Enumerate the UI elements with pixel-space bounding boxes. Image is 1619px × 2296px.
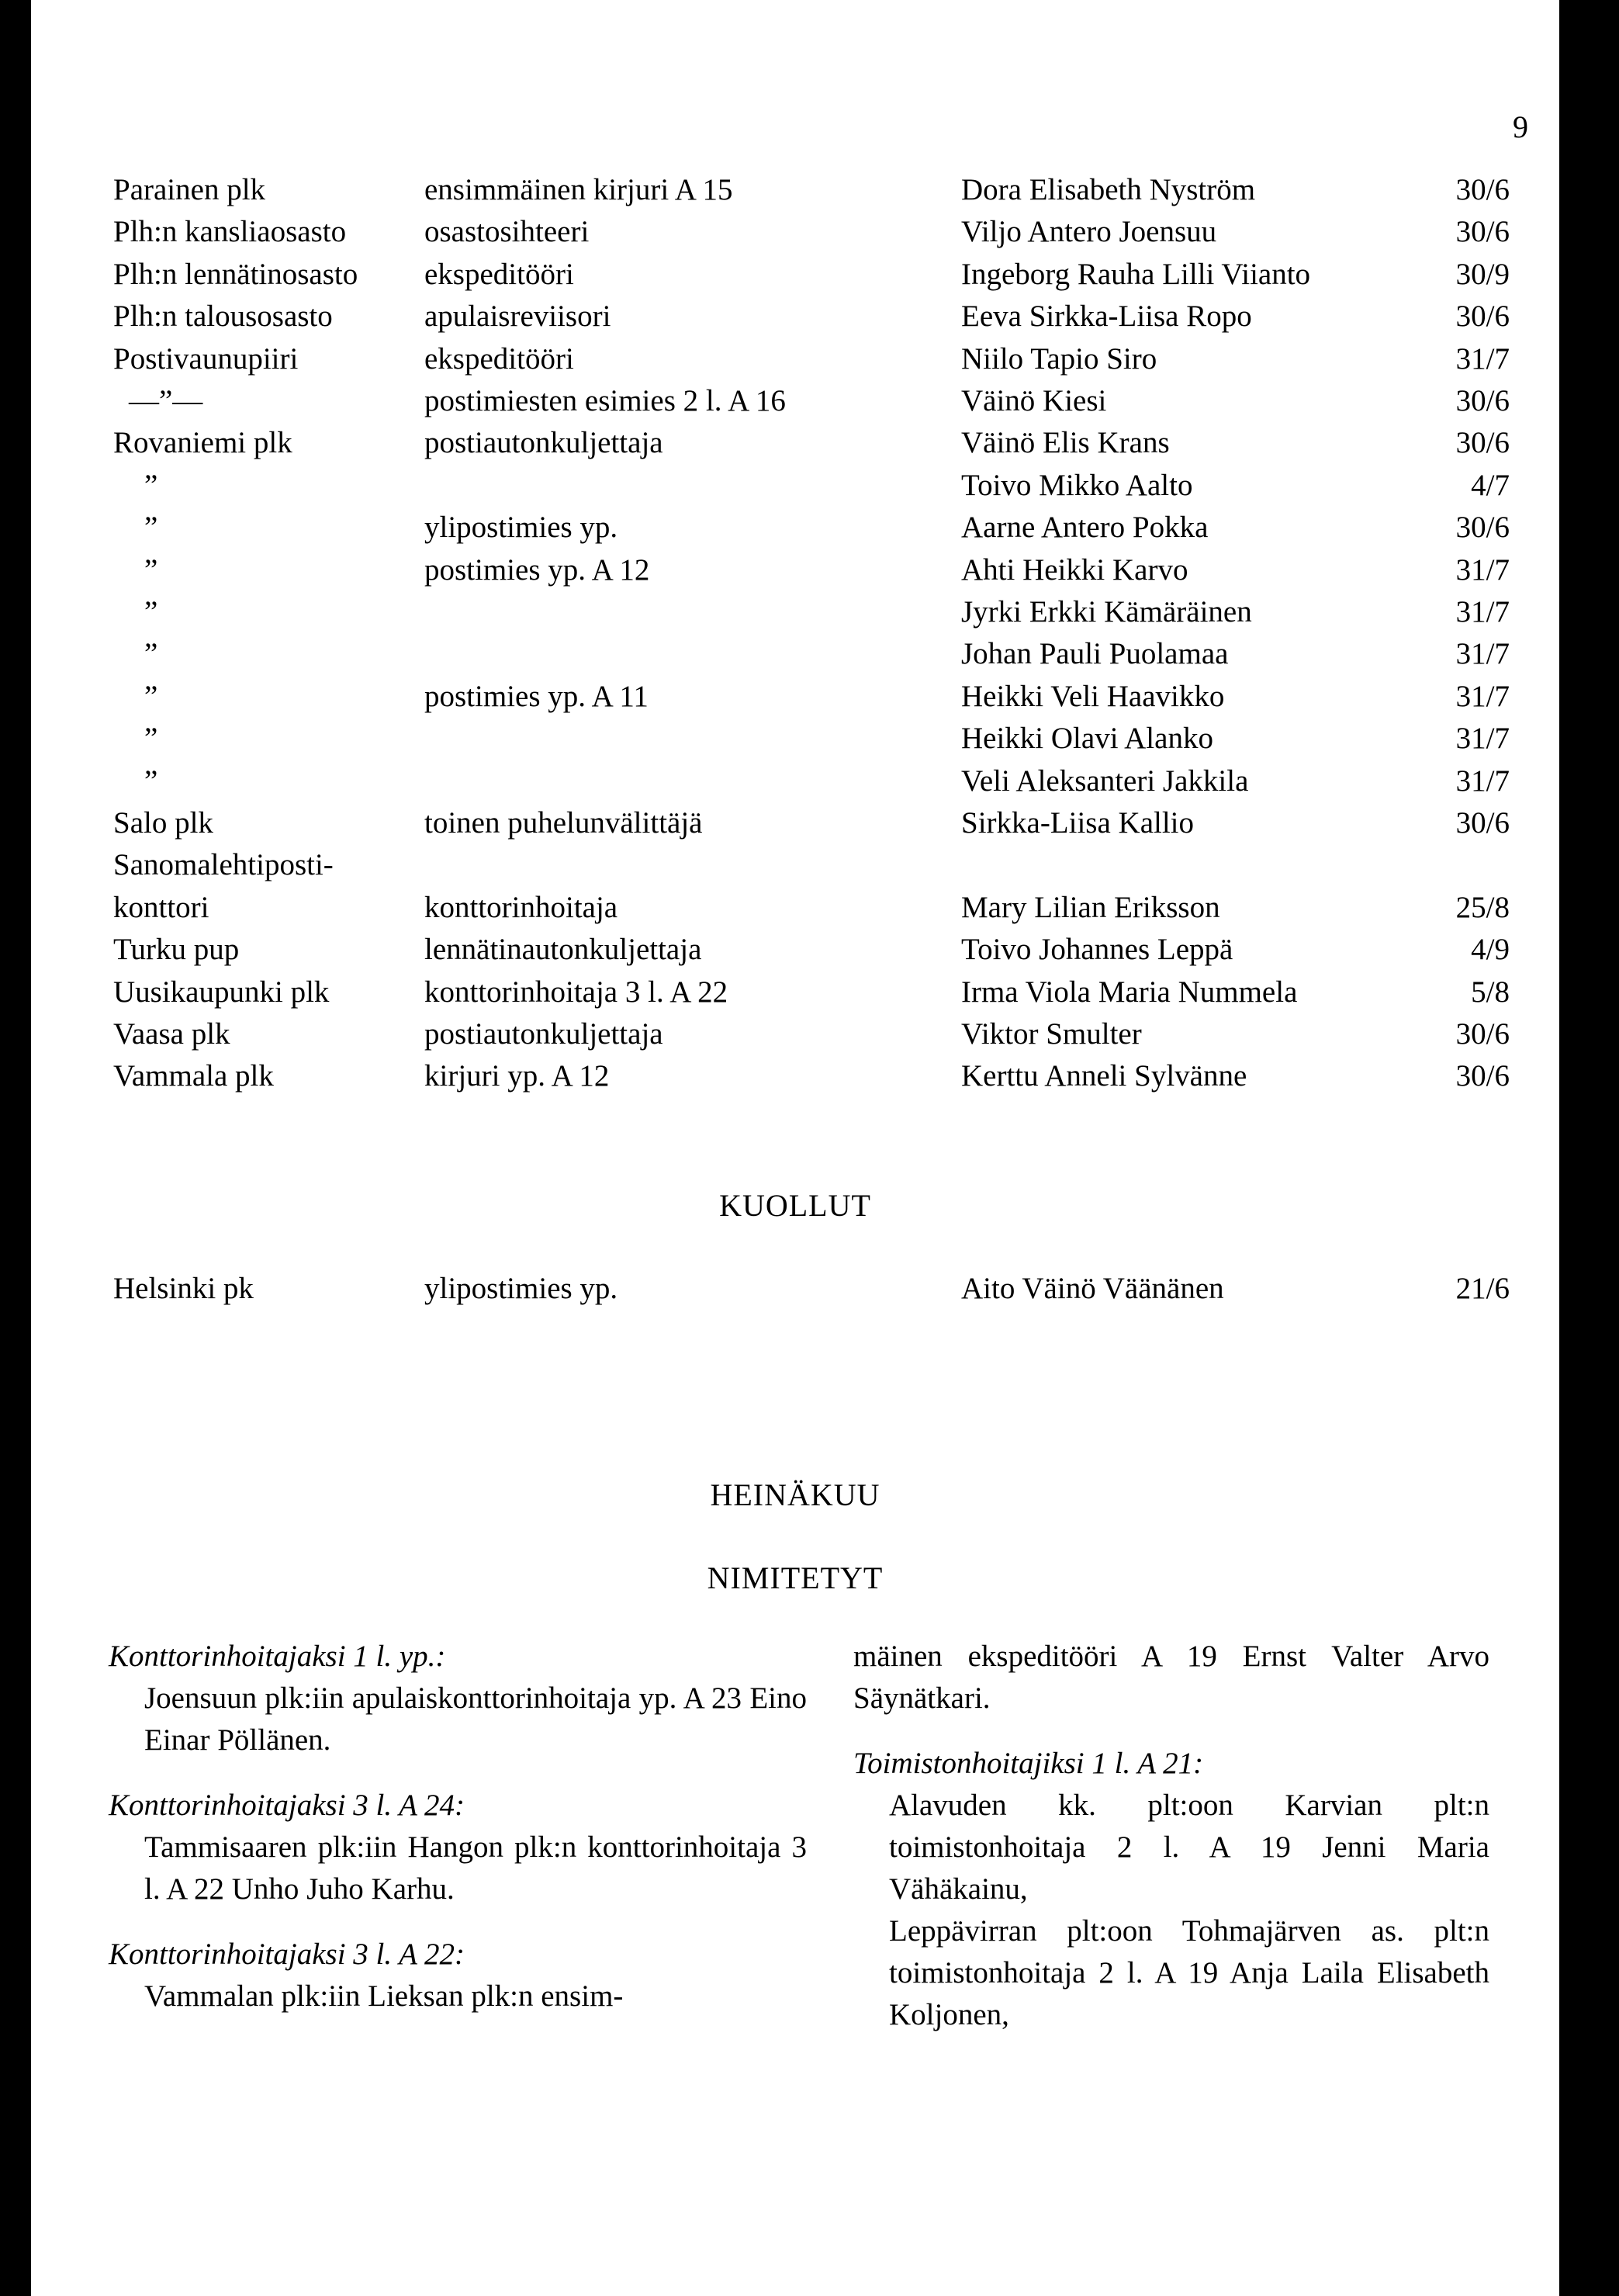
office-cell: ”: [144, 637, 158, 671]
paragraph-heading: Konttorinhoitajaksi 1 l. yp.:: [109, 1640, 446, 1673]
name-cell: Niilo Tapio Siro: [961, 341, 1157, 376]
office-cell: Turku pup: [113, 933, 240, 967]
office-cell: Salo plk: [113, 806, 213, 840]
appointment-paragraph: [109, 1636, 807, 1761]
office-cell: ”: [144, 679, 158, 713]
office-cell: ”: [144, 764, 158, 798]
office-cell: Vaasa plk: [113, 1017, 230, 1051]
title-cell: toinen puhelunvälittäjä: [424, 806, 703, 840]
name-cell: Heikki Veli Haavikko: [961, 679, 1225, 713]
paragraph-body: Joensuun plk:iin apulaiskonttorinhoitaja yp. A 23 Eino Einar Pöllänen.: [144, 1681, 807, 1757]
name-cell: Aarne Antero Pokka: [961, 511, 1209, 545]
name-cell: Ahti Heikki Karvo: [961, 552, 1188, 587]
date-cell: 30/6: [1455, 1059, 1510, 1093]
office-cell: ”: [144, 722, 158, 756]
name-cell: Viktor Smulter: [961, 1017, 1142, 1051]
office-cell: Plh:n lennätinosasto: [113, 257, 358, 291]
name-cell: Väinö Kiesi: [961, 384, 1107, 417]
date-cell: 5/8: [1471, 975, 1510, 1009]
date-cell: 4/9: [1471, 933, 1510, 967]
month-heading: HEINÄKUU: [710, 1477, 880, 1512]
appointment-paragraph: [109, 1934, 807, 2017]
title-cell: apulaisreviisori: [424, 300, 611, 334]
office-cell: Sanomalehtiposti-: [113, 848, 334, 882]
appointment-paragraph: [109, 1785, 807, 1910]
title-cell: kirjuri yp. A 12: [424, 1059, 610, 1093]
office-cell: Plh:n talousosasto: [113, 300, 333, 334]
name-cell: Mary Lilian Eriksson: [961, 890, 1220, 924]
date-cell: 30/6: [1455, 426, 1510, 460]
title-cell: postiautonkuljettaja: [424, 426, 663, 460]
office-cell: ”: [144, 595, 158, 629]
office-cell: Parainen plk: [113, 173, 266, 206]
name-cell: Irma Viola Maria Nummela: [961, 975, 1298, 1009]
date-cell: 30/6: [1455, 300, 1510, 334]
title-cell: ylipostimies yp.: [424, 1272, 618, 1305]
right-column: [853, 1636, 1489, 2059]
date-cell: 31/7: [1455, 679, 1510, 713]
date-cell: 30/6: [1455, 215, 1510, 249]
title-cell: ekspeditööri: [424, 341, 574, 376]
title-cell: lennätinautonkuljettaja: [424, 933, 702, 967]
paragraph-heading: Konttorinhoitajaksi 3 l. A 22:: [109, 1938, 465, 1971]
title-cell: postimies yp. A 12: [424, 552, 650, 587]
paragraph-body: Leppävirran plt:oon Tohmajärven as. plt:n toimistonhoitaja 2 l. A 19 Anja Laila Elisabeth Koljonen,: [889, 1914, 1489, 2031]
date-cell: 31/7: [1455, 764, 1510, 798]
title-cell: postimiesten esimies 2 l. A 16: [424, 384, 786, 417]
office-cell: —”—: [129, 384, 203, 417]
date-cell: 4/7: [1471, 468, 1510, 502]
office-cell: ”: [144, 552, 158, 587]
date-cell: 30/6: [1455, 1017, 1510, 1051]
paragraph-body: Tammisaaren plk:iin Hangon plk:n konttorinhoitaja 3 l. A 22 Unho Juho Karhu.: [144, 1830, 807, 1906]
title-cell: ylipostimies yp.: [424, 511, 618, 545]
deceased-heading: KUOLLUT: [719, 1188, 871, 1223]
date-cell: 21/6: [1455, 1272, 1510, 1305]
name-cell: Eeva Sirkka-Liisa Ropo: [961, 300, 1252, 334]
date-cell: 31/7: [1455, 637, 1510, 671]
name-cell: Veli Aleksanteri Jakkila: [961, 764, 1249, 798]
date-cell: 31/7: [1455, 552, 1510, 587]
date-cell: 31/7: [1455, 722, 1510, 756]
page-number: 9: [1513, 109, 1528, 144]
office-cell: konttori: [113, 890, 209, 924]
title-cell: konttorinhoitaja: [424, 890, 618, 924]
title-cell: osastosihteeri: [424, 215, 590, 249]
office-cell: ”: [144, 511, 158, 545]
date-cell: 31/7: [1455, 595, 1510, 629]
office-cell: Vammala plk: [113, 1059, 274, 1093]
office-cell: Uusikaupunki plk: [113, 975, 330, 1009]
date-cell: 30/6: [1455, 511, 1510, 545]
name-cell: Heikki Olavi Alanko: [961, 722, 1213, 756]
office-cell: Rovaniemi plk: [113, 426, 292, 460]
title-cell: konttorinhoitaja 3 l. A 22: [424, 975, 728, 1009]
name-cell: Dora Elisabeth Nyström: [961, 173, 1256, 206]
name-cell: Johan Pauli Puolamaa: [961, 637, 1229, 671]
name-cell: Toivo Johannes Leppä: [961, 933, 1233, 967]
name-cell: Toivo Mikko Aalto: [961, 468, 1193, 502]
paragraph-body: Vammalan plk:iin Lieksan plk:n ensim-: [144, 1979, 624, 2013]
date-cell: 30/9: [1455, 257, 1510, 291]
appointment-paragraph: [853, 1636, 1489, 1719]
appointed-heading: NIMITETYT: [707, 1560, 884, 1595]
name-cell: Väinö Elis Krans: [961, 426, 1170, 460]
name-cell: Aito Väinö Väänänen: [961, 1272, 1224, 1305]
office-cell: ”: [144, 468, 158, 502]
office-cell: Postivaunupiiri: [113, 341, 299, 376]
name-cell: Viljo Antero Joensuu: [961, 215, 1217, 249]
name-cell: Jyrki Erkki Kämäräinen: [961, 595, 1252, 629]
appointment-paragraph: [853, 1743, 1489, 1910]
name-cell: Sirkka-Liisa Kallio: [961, 806, 1195, 840]
date-cell: 30/6: [1455, 806, 1510, 840]
title-cell: ensimmäinen kirjuri A 15: [424, 173, 733, 206]
office-cell: Helsinki pk: [113, 1272, 254, 1305]
document-page: [31, 0, 1559, 2296]
name-cell: Ingeborg Rauha Lilli Viianto: [961, 257, 1311, 291]
paragraph-body: mäinen ekspeditööri A 19 Ernst Valter Arvo Säynätkari.: [853, 1640, 1489, 1715]
title-cell: ekspeditööri: [424, 257, 574, 291]
date-cell: 30/6: [1455, 173, 1510, 206]
left-column: [109, 1636, 807, 2041]
paragraph-body: Alavuden kk. plt:oon Karvian plt:n toimistonhoitaja 2 l. A 19 Jenni Maria Vähäkainu,: [889, 1789, 1489, 1906]
title-cell: postiautonkuljettaja: [424, 1017, 663, 1051]
date-cell: 30/6: [1455, 384, 1510, 417]
title-cell: postimies yp. A 11: [424, 679, 649, 713]
appointment-paragraph: [853, 1910, 1489, 2036]
date-cell: 31/7: [1455, 341, 1510, 376]
paragraph-heading: Konttorinhoitajaksi 3 l. A 24:: [109, 1789, 465, 1822]
date-cell: 25/8: [1455, 890, 1510, 924]
paragraph-heading: Toimistonhoitajiksi 1 l. A 21:: [853, 1747, 1204, 1780]
office-cell: Plh:n kansliaosasto: [113, 215, 347, 249]
name-cell: Kerttu Anneli Sylvänne: [961, 1059, 1247, 1093]
